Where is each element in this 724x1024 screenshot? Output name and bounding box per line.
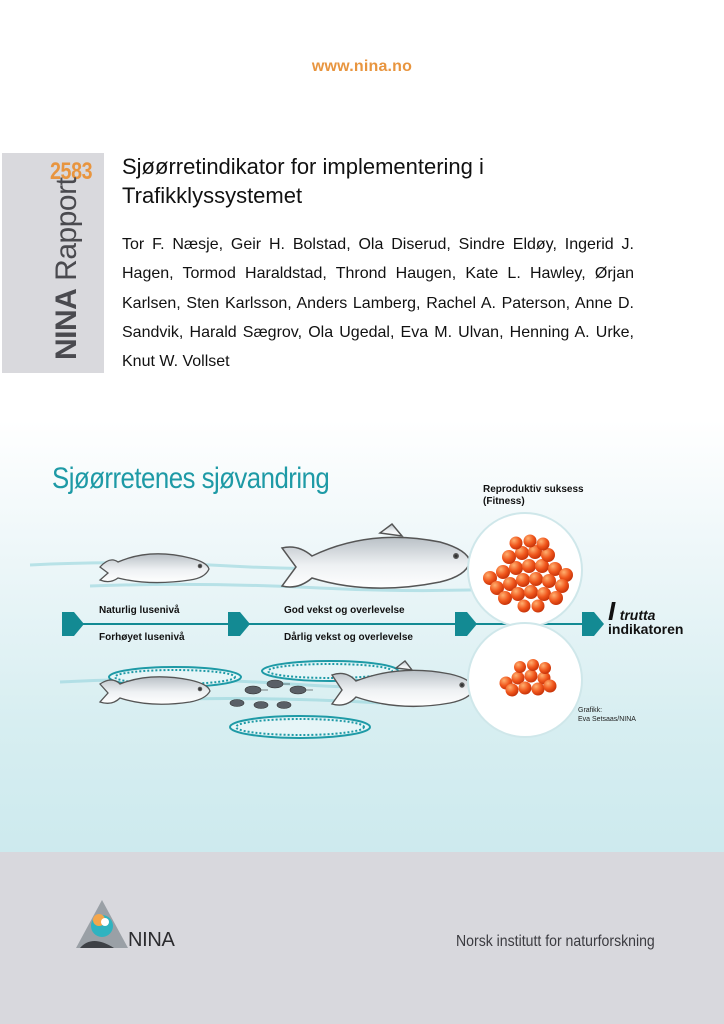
series-name-bold: NINA <box>50 288 83 360</box>
series-name-rest: Rapport <box>50 177 83 289</box>
good-growth-label: God vekst og overlevelse <box>284 605 405 616</box>
illustration-title: Sjøørretenes sjøvandring <box>52 462 330 495</box>
graphics-credit-line-2: Eva Setsaas/NINA <box>578 716 636 723</box>
roe-circle-small <box>468 623 582 737</box>
institute-name: Norsk institutt for naturforskning <box>456 933 655 950</box>
roe-circle-large <box>468 513 582 627</box>
report-title <box>122 152 622 210</box>
graphics-credit <box>578 706 636 724</box>
sea-trout-fish-icon-bottom-left <box>100 677 210 704</box>
report-number: 2583 <box>50 158 93 185</box>
website-url[interactable]: www.nina.no <box>311 58 413 75</box>
sea-trout-fish-icon-large-top <box>282 524 470 588</box>
nina-logo-text: NINA <box>128 929 175 951</box>
nina-logo-icon <box>74 898 130 950</box>
natural-lice-label: Naturlig lusenivå <box>99 605 180 616</box>
graphics-credit-line-1: Grafikk: <box>578 707 603 714</box>
itrutta-trutta: trutta <box>619 607 656 623</box>
report-title-line-2: Trafikklyssystemet <box>122 183 303 208</box>
report-title-line-1: Sjøørretindikator for implementering i <box>122 154 484 179</box>
poor-growth-label: Dårlig vekst og overlevelse <box>284 632 413 643</box>
elevated-lice-label: Forhøyet lusenivå <box>99 632 185 643</box>
itrutta-indikatoren: indikatoren <box>608 621 684 637</box>
itrutta-indicator-label <box>608 596 683 637</box>
reproductive-success-label <box>483 484 584 508</box>
sea-trout-fish-icon-small-top <box>100 554 209 583</box>
reproductive-success-line-2: (Fitness) <box>483 496 525 507</box>
reproductive-success-line-1: Reproduktiv suksess <box>483 484 584 495</box>
itrutta-i: I <box>608 596 616 626</box>
series-name <box>50 178 84 360</box>
author-list: Tor F. Næsje, Geir H. Bolstad, Ola Diserud, Sindre Eldøy, Ingerid J. Hagen, Tormod Haraldstad, Thrond Haugen, Kate L. Hawley, Ørjan Karlsen, Sten Karlsson, Anders Lamberg, Rachel A. Paterson, Anne D. Sandvik, Harald Sægrov, Ola Ugedal, Eva M. Ulvan, Henning A. Urke, Knut W. Vollset <box>122 236 634 371</box>
